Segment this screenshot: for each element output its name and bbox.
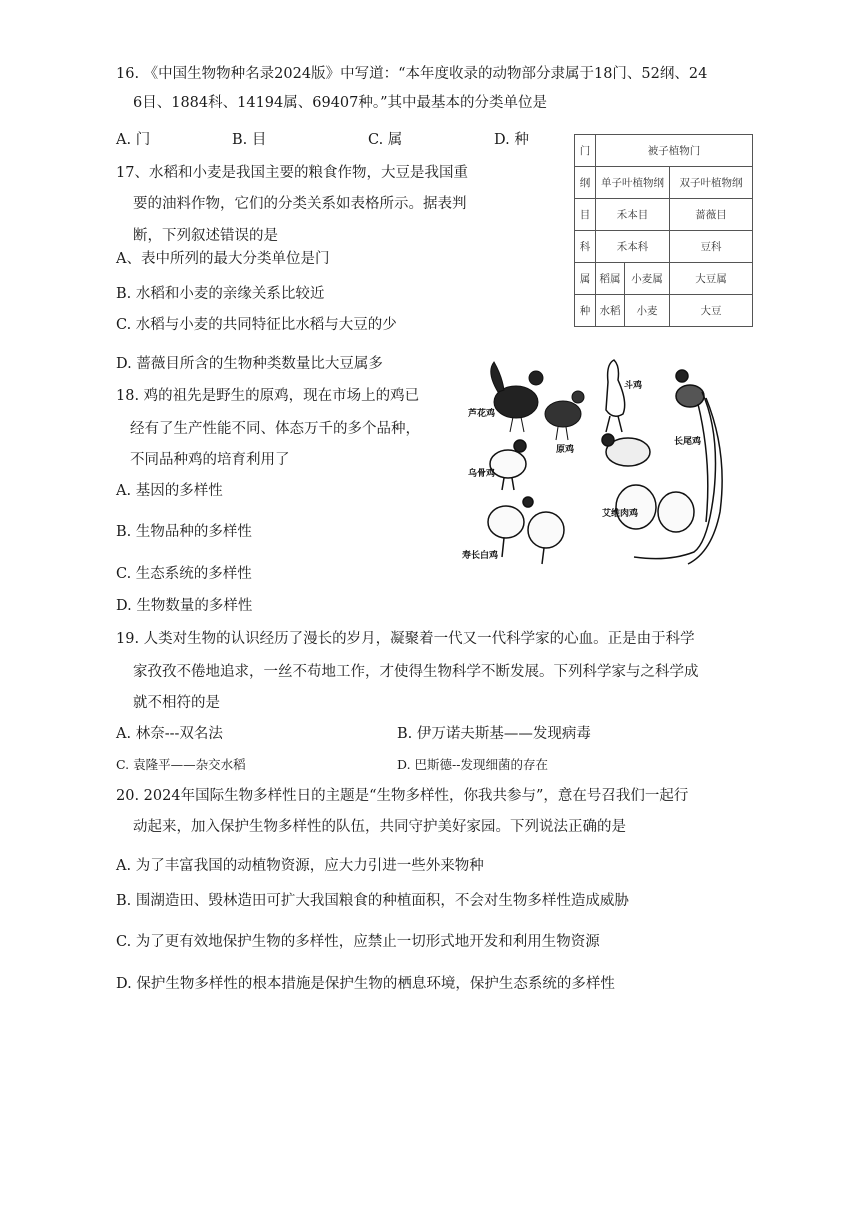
table-cell: 小麦 (625, 295, 670, 327)
q17-stem-line2: 要的油料作物，它们的分类关系如表格所示。据表判 (133, 196, 467, 212)
q18-stem-line2: 经有了生产性能不同、体态万千的多个品种， (130, 421, 420, 437)
q16-stem-line2: 6目、1884科、14194属、69407种。”其中最基本的分类单位是 (133, 95, 548, 111)
figure-label: 乌骨鸡 (468, 469, 496, 479)
q20-stem-line1: 20. 2024年国际生物多样性日的主题是“生物多样性，你我共参与”，意在号召我们一起行 (116, 788, 689, 804)
table-row-label: 种 (575, 295, 596, 327)
chicken-breeds-illustration (458, 352, 738, 577)
table-cell: 大豆属 (670, 263, 753, 295)
q20-option-b: B. 围湖造田、毁林造田可扩大我国粮食的种植面积，不会对生物多样性造成威胁 (116, 893, 629, 909)
q18-option-c: C. 生态系统的多样性 (116, 566, 252, 582)
table-row-label: 纲 (575, 167, 596, 199)
q18-option-b: B. 生物品种的多样性 (116, 524, 252, 540)
fighting-cock-icon (606, 360, 625, 432)
q19-option-d: D. 巴斯德--发现细菌的存在 (397, 757, 548, 772)
q16-option-b: B. 目 (232, 132, 267, 148)
q19-stem-line1: 19. 人类对生物的认识经历了漫长的岁月，凝聚着一代又一代科学家的心血。正是由于科学 (116, 631, 695, 647)
table-cell: 禾本目 (596, 199, 670, 231)
q17-option-a: A、表中所列的最大分类单位是门 (116, 251, 330, 267)
rooster-icon (491, 362, 543, 432)
figure-label: 芦花鸡 (468, 409, 496, 419)
q19-option-a: A. 林奈---双名法 (116, 726, 223, 742)
q16-stem-line1: 16. 《中国生物物种名录2024版》中写道：“本年度收录的动物部分隶属于18门、52纲、24 (116, 66, 708, 82)
q19-option-c: C. 袁隆平——杂交水稻 (116, 757, 246, 772)
q20-option-a: A. 为了丰富我国的动植物资源，应大力引进一些外来物种 (116, 858, 484, 874)
table-cell: 双子叶植物纲 (670, 167, 753, 199)
q16-option-c: C. 属 (368, 132, 403, 148)
table-cell: 大豆 (670, 295, 753, 327)
q16-option-a: A. 门 (116, 132, 151, 148)
q20-option-d: D. 保护生物多样性的根本措施是保护生物的栖息环境，保护生态系统的多样性 (116, 976, 615, 992)
table-cell: 豆科 (670, 231, 753, 263)
black-bone-chicken-icon (490, 440, 526, 490)
table-row-label: 门 (575, 135, 596, 167)
q17-option-c: C. 水稻与小麦的共同特征比水稻与大豆的少 (116, 317, 397, 333)
table-cell: 单子叶植物纲 (596, 167, 670, 199)
q18-stem-line3: 不同品种鸡的培育利用了 (130, 452, 290, 468)
table-cell: 被子植物门 (596, 135, 753, 167)
q17-stem-line3: 断，下列叙述错误的是 (133, 228, 278, 244)
table-cell: 水稻 (596, 295, 625, 327)
table-cell: 蔷薇目 (670, 199, 753, 231)
q20-option-c: C. 为了更有效地保护生物的多样性，应禁止一切形式地开发和利用生物资源 (116, 934, 600, 950)
table-cell: 稻属 (596, 263, 625, 295)
figure-label: 长尾鸡 (674, 437, 702, 447)
q17-stem-line1: 17、水稻和小麦是我国主要的粮食作物，大豆是我国重 (116, 165, 468, 181)
q19-stem-line2: 家孜孜不倦地追求，一丝不苟地工作，才使得生物科学不断发展。下列科学家与之科学成 (133, 664, 699, 680)
q18-option-d: D. 生物数量的多样性 (116, 598, 253, 614)
q19-stem-line3: 就不相符的是 (133, 695, 220, 711)
q19-option-b: B. 伊万诺夫斯基——发现病毒 (397, 726, 591, 742)
q16-option-d: D. 种 (494, 132, 529, 148)
q17-option-d: D. 蔷薇目所含的生物种类数量比大豆属多 (116, 356, 383, 372)
hen-icon (545, 391, 584, 440)
white-leghorn-icon (488, 497, 564, 564)
table-cell: 禾本科 (596, 231, 670, 263)
figure-label: 寿长白鸡 (462, 551, 499, 561)
figure-label: 原鸡 (556, 445, 575, 455)
figure-label: 斗鸡 (624, 381, 643, 391)
long-tail-rooster-icon (634, 370, 722, 564)
table-row-label: 科 (575, 231, 596, 263)
q18-stem-line1: 18. 鸡的祖先是野生的原鸡，现在市场上的鸡已 (116, 388, 420, 404)
table-row-label: 目 (575, 199, 596, 231)
figure-label: 艾维肉鸡 (602, 509, 639, 519)
classification-table (574, 134, 753, 327)
q17-option-b: B. 水稻和小麦的亲缘关系比较近 (116, 286, 325, 302)
table-cell: 小麦属 (625, 263, 670, 295)
table-row-label: 属 (575, 263, 596, 295)
q18-option-a: A. 基因的多样性 (116, 483, 223, 499)
q20-stem-line2: 动起来，加入保护生物多样性的队伍，共同守护美好家园。下列说法正确的是 (133, 819, 626, 835)
